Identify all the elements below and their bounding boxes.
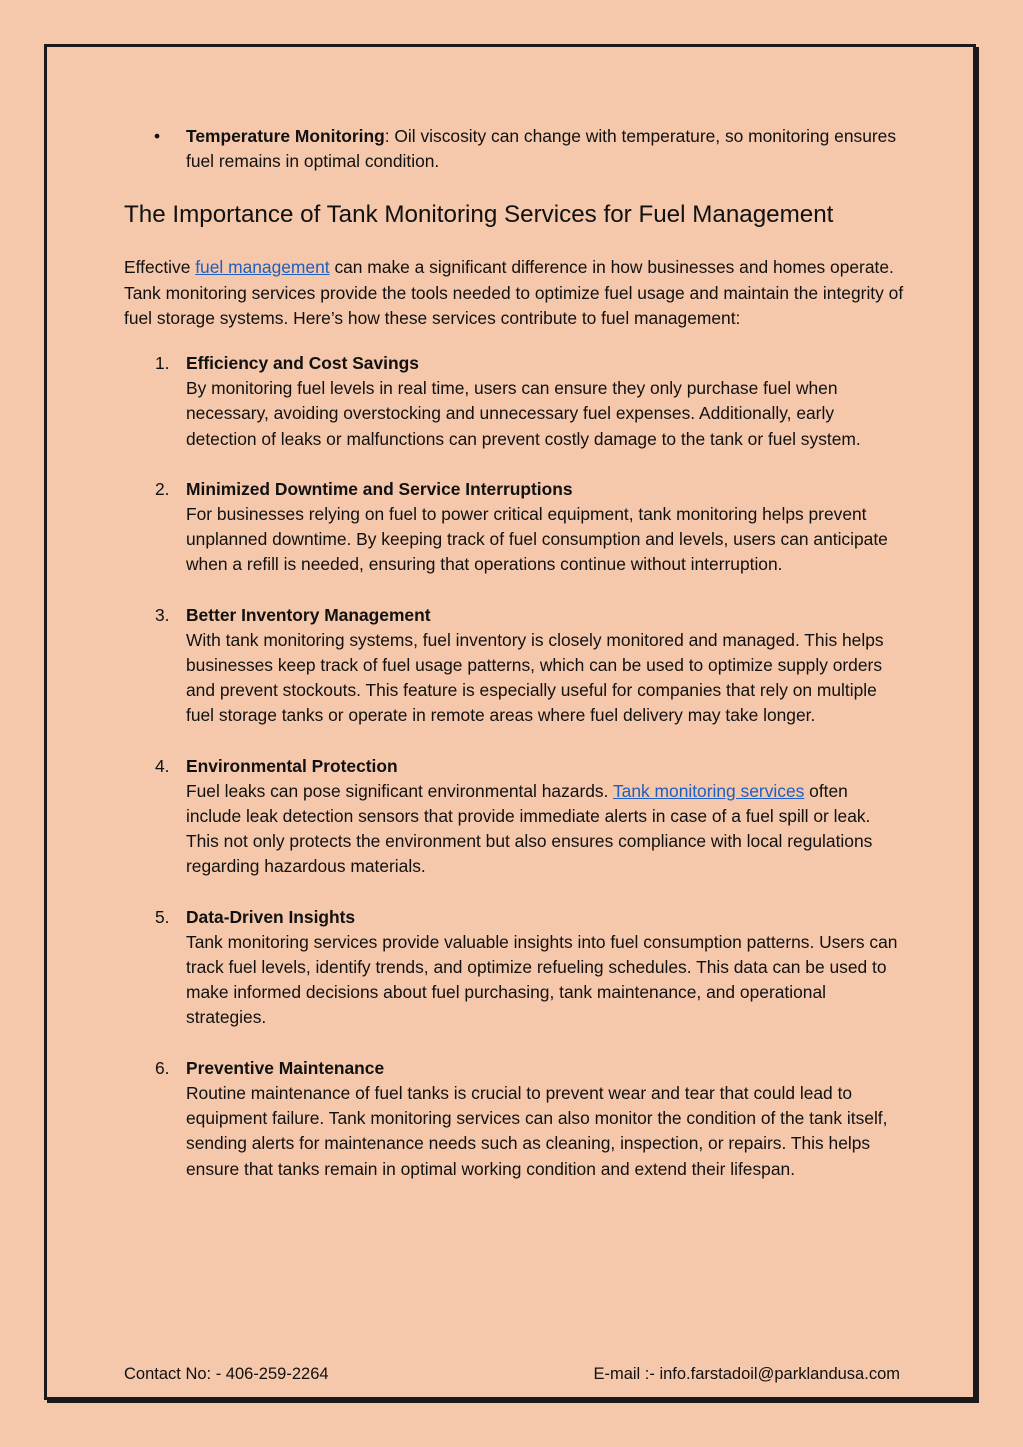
item-number: 6. <box>155 1057 170 1078</box>
item-title: Efficiency and Cost Savings <box>186 353 419 374</box>
page-footer <box>124 1363 900 1385</box>
list-item <box>124 1056 904 1182</box>
item-text-after: often include leak detection sensors that provide immediate alerts in case of a fuel spill or leak. This not only protects the environment but also ensures compliance with local regulations regarding hazardous materials. <box>186 780 873 877</box>
item-title: Preventive Maintenance <box>186 1057 385 1078</box>
item-title: Data-Driven Insights <box>186 906 356 927</box>
section-heading: The Importance of Tank Monitoring Services for Fuel Management <box>124 201 834 229</box>
list-item <box>124 477 904 578</box>
item-title: Minimized Downtime and Service Interruptions <box>186 478 573 499</box>
item-number: 5. <box>155 906 170 927</box>
item-number: 4. <box>155 755 170 776</box>
list-item <box>124 905 904 1031</box>
bullet-text: : Oil viscosity can change with temperature, so monitoring ensures fuel remains in optimal condition. <box>186 126 897 172</box>
contact-email: E-mail :- info.farstadoil@parklandusa.com <box>593 1365 900 1383</box>
intro-before: Effective <box>124 257 196 278</box>
item-number: 1. <box>155 353 170 374</box>
item-text: For businesses relying on fuel to power critical equipment, tank monitoring helps prevent unplanned downtime. By keeping track of fuel consumption and levels, users can anticipate when a refill is needed, ensuring that operations continue without interruption. <box>186 504 888 575</box>
list-item <box>124 754 904 880</box>
item-title: Environmental Protection <box>186 755 398 776</box>
item-number: 3. <box>155 604 170 625</box>
list-item <box>124 603 904 729</box>
tank-monitoring-link[interactable]: Tank monitoring services <box>612 780 805 801</box>
bullet-dot-icon: • <box>154 126 161 146</box>
list-item <box>124 351 904 452</box>
fuel-management-link[interactable]: fuel management <box>195 257 330 278</box>
item-number: 2. <box>155 478 170 499</box>
intro-after: can make a significant difference in how businesses and homes operate. Tank monitoring services provide the tools needed to optimize fuel usage and maintain the integrity of fuel storage systems. Here’s how these services contribute to fuel management: <box>124 257 904 328</box>
item-text: Tank monitoring services provide valuable insights into fuel consumption patterns. Users can track fuel levels, identify trends, and optimize refueling schedules. This data can be used to make informed decisions about fuel purchasing, tank maintenance, and operational strategies. <box>186 931 898 1028</box>
bullet-title: Temperature Monitoring <box>186 126 385 146</box>
numbered-list <box>124 351 904 1182</box>
intro-paragraph <box>124 255 904 331</box>
document-body <box>124 124 904 1207</box>
item-text-before: Fuel leaks can pose significant environmental hazards. <box>186 780 613 801</box>
item-text: With tank monitoring systems, fuel inventory is closely monitored and managed. This helps businesses keep track of fuel usage patterns, which can be used to optimize supply orders and prevent stockouts. This feature is especially useful for companies that rely on multiple fuel storage tanks or operate in remote areas where fuel delivery may take longer. <box>186 629 884 726</box>
bullet-list <box>124 124 904 174</box>
item-title: Better Inventory Management <box>186 604 431 625</box>
item-text: By monitoring fuel levels in real time, users can ensure they only purchase fuel when necessary, avoiding overstocking and unnecessary fuel expenses. Additionally, early detection of leaks or malfunctions can prevent costly damage to the tank or fuel system. <box>186 378 861 449</box>
item-text: Routine maintenance of fuel tanks is crucial to prevent wear and tear that could lead to equipment failure. Tank monitoring services can also monitor the condition of the tank itself, sending alerts for maintenance needs such as cleaning, inspection, or repairs. This helps ensure that tanks remain in optimal working condition and extend their lifespan. <box>186 1082 888 1179</box>
bullet-item <box>124 124 904 174</box>
contact-number: Contact No: - 406-259-2264 <box>124 1365 329 1383</box>
